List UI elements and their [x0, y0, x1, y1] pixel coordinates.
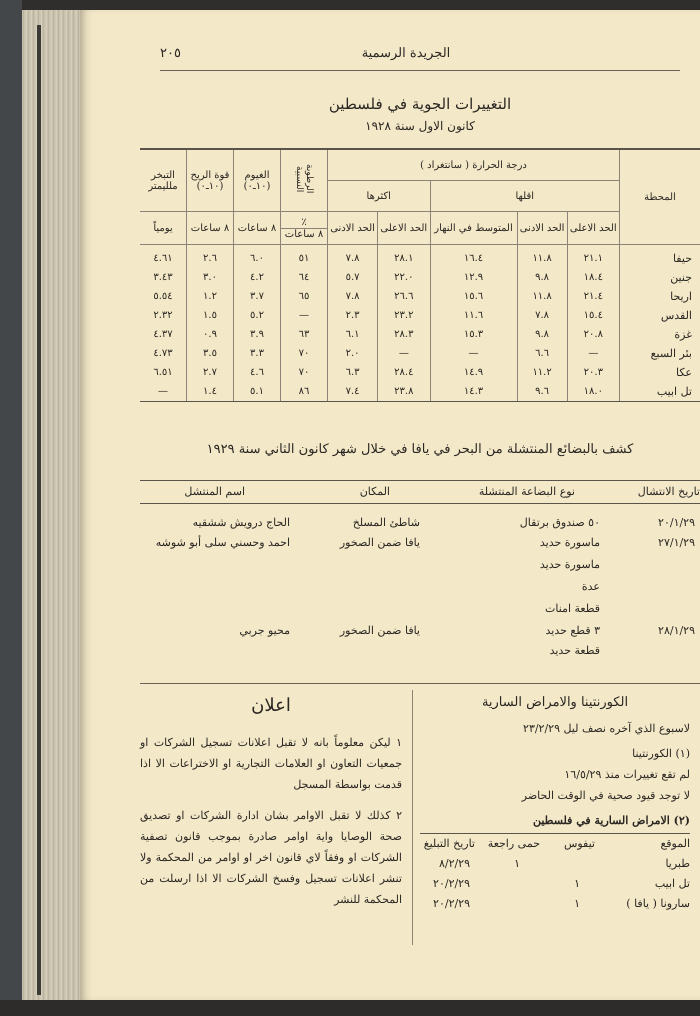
- disease-header: الموقع تيفوس حمى راجعة تاريخ التبليغ: [420, 833, 690, 854]
- table-row: جنين ١٨.٤ ٩.٨ ١٢.٩ ٢٢.٠ ٥.٧ ٦٤ ٤.٢ ٣.٠ ٣.٤٣: [140, 268, 700, 287]
- col-temperature: درجة الحرارة ( سانتغراد ): [328, 149, 620, 181]
- column-divider: [412, 690, 413, 945]
- page-number: ٢٠٥: [160, 46, 181, 61]
- quarantine-section: الكورنتينا والامراض السارية لاسبوع الذي آخره نصف ليل ٢٣/٢/٢٩ (١) الكورنتينا لم تقع تغييرات منذ ١٦/٥/٢٩ لا توجد قيود صحية في الوقت الحاضر (٢) الامراض السارية في فلسطين الموقع تيفوس حمى راجعة تاريخ التبليغ طبريا ١ ٨/٢/٢٩ تل ابيب ١ ٢٠/٢/٢٩ سارونا ( يافا ) ١ ٢٠/٢/٢٩: [420, 695, 690, 914]
- weather-subtitle: كانون الاول سنة ١٩٢٨: [365, 119, 475, 133]
- col-evap: التبخر ملليمتر: [140, 149, 187, 212]
- table-row: عكا ٢٠.٣ ١١.٢ ١٤.٩ ٢٨.٤ ٦.٣ ٧٠ ٤.٦ ٢.٧ ٦.٥١: [140, 363, 700, 382]
- table-row: قطعة حديد: [549, 644, 600, 657]
- table-row: تل ابيب ١ ٢٠/٢/٢٩: [433, 877, 690, 890]
- table-row: سارونا ( يافا ) ١ ٢٠/٢/٢٩: [433, 897, 690, 910]
- col-station: المحطة: [620, 149, 700, 245]
- table-row: حيفا ٢١.١ ١١.٨ ١٦.٤ ٢٨.١ ٧.٨ ٥١ ٦.٠ ٢.٦ ٤.٦١: [140, 245, 700, 269]
- notice-title: اعلان: [251, 695, 291, 716]
- header-rule: [160, 70, 680, 71]
- table-row: ماسورة حديد: [539, 558, 600, 571]
- table-row: تل ابيب ١٨.٠ ٩.٦ ١٤.٣ ٢٣.٨ ٧.٤ ٨٦ ٥.١ ١.٤ —: [140, 382, 700, 402]
- table-row: طبريا ١ ٨/٢/٢٩: [438, 857, 690, 870]
- weather-table: المحطة درجة الحرارة ( سانتغراد ) الرطوبة النسبية الغيوم (١٠ـ٠) قوة الريح (١٠ـ٠) التبخر ملليمتر اقلها اكثرها الحد الاعلى الحد الادنى المتوسط في النهار الحد الاعلى الحد الادنى ٪ ٨ ساعات ٨ ساعات ٨ ساعات يومياً حيفا ٢١.١ ١١.٨ ١٦.٤ ٢٨.١ ٧.٨ ٥١ ٦.٠ ٢.٦ ٤.٦١ جنين ١٨.٤ ٩.٨ ١٢.٩ ٢٢.٠ ٥.٧ ٦٤ ٤.٢ ٣.٠ ٣.٤٣ اريحا ٢١.٤ ١١.٨ ١٥.٦ ٢٦.٦ ٧.٨ ٦٥ ٣.٧ ١.٢ ٥.٥٤ القدس ١٥.٤ ٧.٨ ١١.٦ ٢٣.٢ ٢.٣ — ٥.٢ ١.٥ ٢.٣٢ غزة ٢٠.٨ ٩.٨ ١٥.٣ ٢٨.٣ ٦.١ ٦٣ ٣.٩ ٠.٩ ٤.٣٧ بئر السبع — ٦.٦ — — ٢.٠ ٧٠ ٣.٣ ٣.٥ ٤.٧٣ عكا ٢٠.٣ ١١.٢ ١٤.٩ ٢٨.٤ ٦.٣ ٧٠ ٤.٦ ٢.٧ ٦.٥١ تل ابيب ١٨.٠ ٩.٦ ١٤.٣ ٢٣.٨ ٧.٤ ٨٦ ٥.١ ١.٤ —: [140, 148, 700, 402]
- weather-rows: [140, 245, 700, 402]
- table-row: غزة ٢٠.٨ ٩.٨ ١٥.٣ ٢٨.٣ ٦.١ ٦٣ ٣.٩ ٠.٩ ٤.٣٧: [140, 325, 700, 344]
- gazette-title: الجريدة الرسمية: [361, 46, 451, 61]
- notice-paragraph-2: ٢ كذلك لا تقبل الاوامر بشان ادارة الشركات او تصديق صحة الوصايا واية اوامر صادرة بموجب قانون تصفية الشركات او وفقاً لاي قانون اخر او اوامر من المحكمة ولا تنشر اعلانات تسجيل وفسخ الشركات الا اذا ارسلت من المحكمة للنشر: [140, 809, 402, 906]
- table-row: ٢٨/١/٢٩ ٣ قطع حديد يافا ضمن الصخور محيو جربي: [239, 624, 695, 637]
- col-clouds: الغيوم (١٠ـ٠): [234, 149, 281, 212]
- page-content: [140, 40, 700, 1000]
- col-highest: اكثرها: [328, 181, 431, 212]
- table-row: عدة: [581, 580, 600, 593]
- table-row: اريحا ٢١.٤ ١١.٨ ١٥.٦ ٢٦.٦ ٧.٨ ٦٥ ٣.٧ ١.٢ ٥.٥٤: [140, 287, 700, 306]
- col-humidity: الرطوبة النسبية: [281, 149, 328, 212]
- notice-paragraph-1: ١ ليكن معلوماً بانه لا تقبل اعلانات تسجيل الشركات او جمعيات التعاون او العلامات التجارية او الاختراعات الا اذا قدمت بواسطة المسجل: [140, 736, 402, 791]
- table-row: قطعة امنات: [545, 602, 600, 615]
- cargo-title: كشف بالبضائع المنتشلة من البحر في يافا في خلال شهر كانون الثاني سنة ١٩٢٩: [206, 442, 634, 457]
- weather-title: التغييرات الجوية في فلسطين: [328, 95, 512, 113]
- col-wind: قوة الريح (١٠ـ٠): [187, 149, 234, 212]
- running-head: [140, 46, 672, 66]
- table-row: ٢٧/١/٢٩ ماسورة حديد يافا ضمن الصخور احمد وحسني سلى أبو شوشه: [155, 536, 695, 549]
- section-divider: [140, 683, 700, 684]
- notice-section: [140, 695, 402, 920]
- table-row: بئر السبع — ٦.٦ — — ٢.٠ ٧٠ ٣.٣ ٣.٥ ٤.٧٣: [140, 344, 700, 363]
- cargo-header: تاريخ الانتشال نوع البضاعة المنتشلة المكان اسم المنتشل: [140, 480, 700, 504]
- table-row: القدس ١٥.٤ ٧.٨ ١١.٦ ٢٣.٢ ٢.٣ — ٥.٢ ١.٥ ٢.٣٢: [140, 306, 700, 325]
- book-gap: [37, 25, 41, 995]
- book-cover-edge: [0, 0, 22, 1016]
- col-lowest: اقلها: [430, 181, 620, 212]
- table-row: ٢٠/١/٢٩ ٥٠ صندوق برتقال شاطئ المسلخ الحاج درويش ششقيه: [192, 516, 695, 529]
- bottom-shadow: [0, 1000, 700, 1016]
